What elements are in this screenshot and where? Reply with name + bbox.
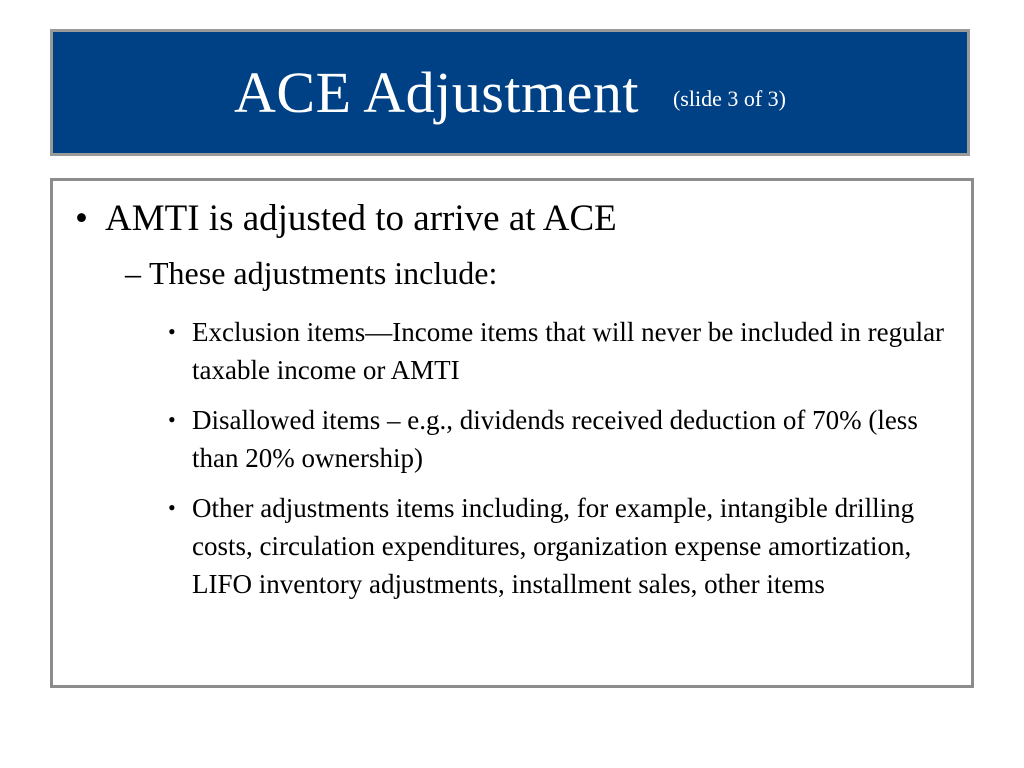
list-item-text: Exclusion items—Income items that will never be included in regular taxable income or AMTI bbox=[192, 317, 945, 385]
bullet-dot-icon: • bbox=[75, 198, 88, 239]
slide-subtitle: (slide 3 of 3) bbox=[672, 85, 786, 111]
bullet-level-1 bbox=[75, 197, 617, 241]
content-panel bbox=[50, 178, 974, 688]
bullet-level-2 bbox=[125, 253, 497, 293]
list-item bbox=[168, 401, 958, 477]
list-item bbox=[168, 489, 958, 603]
sub-bullet-list bbox=[168, 313, 958, 615]
list-item-text: Other adjustments items including, for example, intangible drilling costs, circulation expenditures, organization expense amortization, LIFO inventory adjustments, installment sales, other items bbox=[192, 493, 915, 599]
dash-icon: – bbox=[125, 255, 141, 291]
list-item-text: Disallowed items – e.g., dividends received deduction of 70% (less than 20% ownership) bbox=[192, 405, 918, 473]
bullet-level-2-text: These adjustments include: bbox=[149, 255, 498, 291]
bullet-level-1-text: AMTI is adjusted to arrive at ACE bbox=[105, 198, 617, 239]
title-banner bbox=[50, 29, 970, 156]
bullet-dot-icon: • bbox=[168, 495, 176, 520]
list-item bbox=[168, 313, 958, 389]
bullet-dot-icon: • bbox=[168, 407, 176, 432]
bullet-dot-icon: • bbox=[168, 319, 176, 344]
slide-title: ACE Adjustment bbox=[234, 59, 639, 125]
